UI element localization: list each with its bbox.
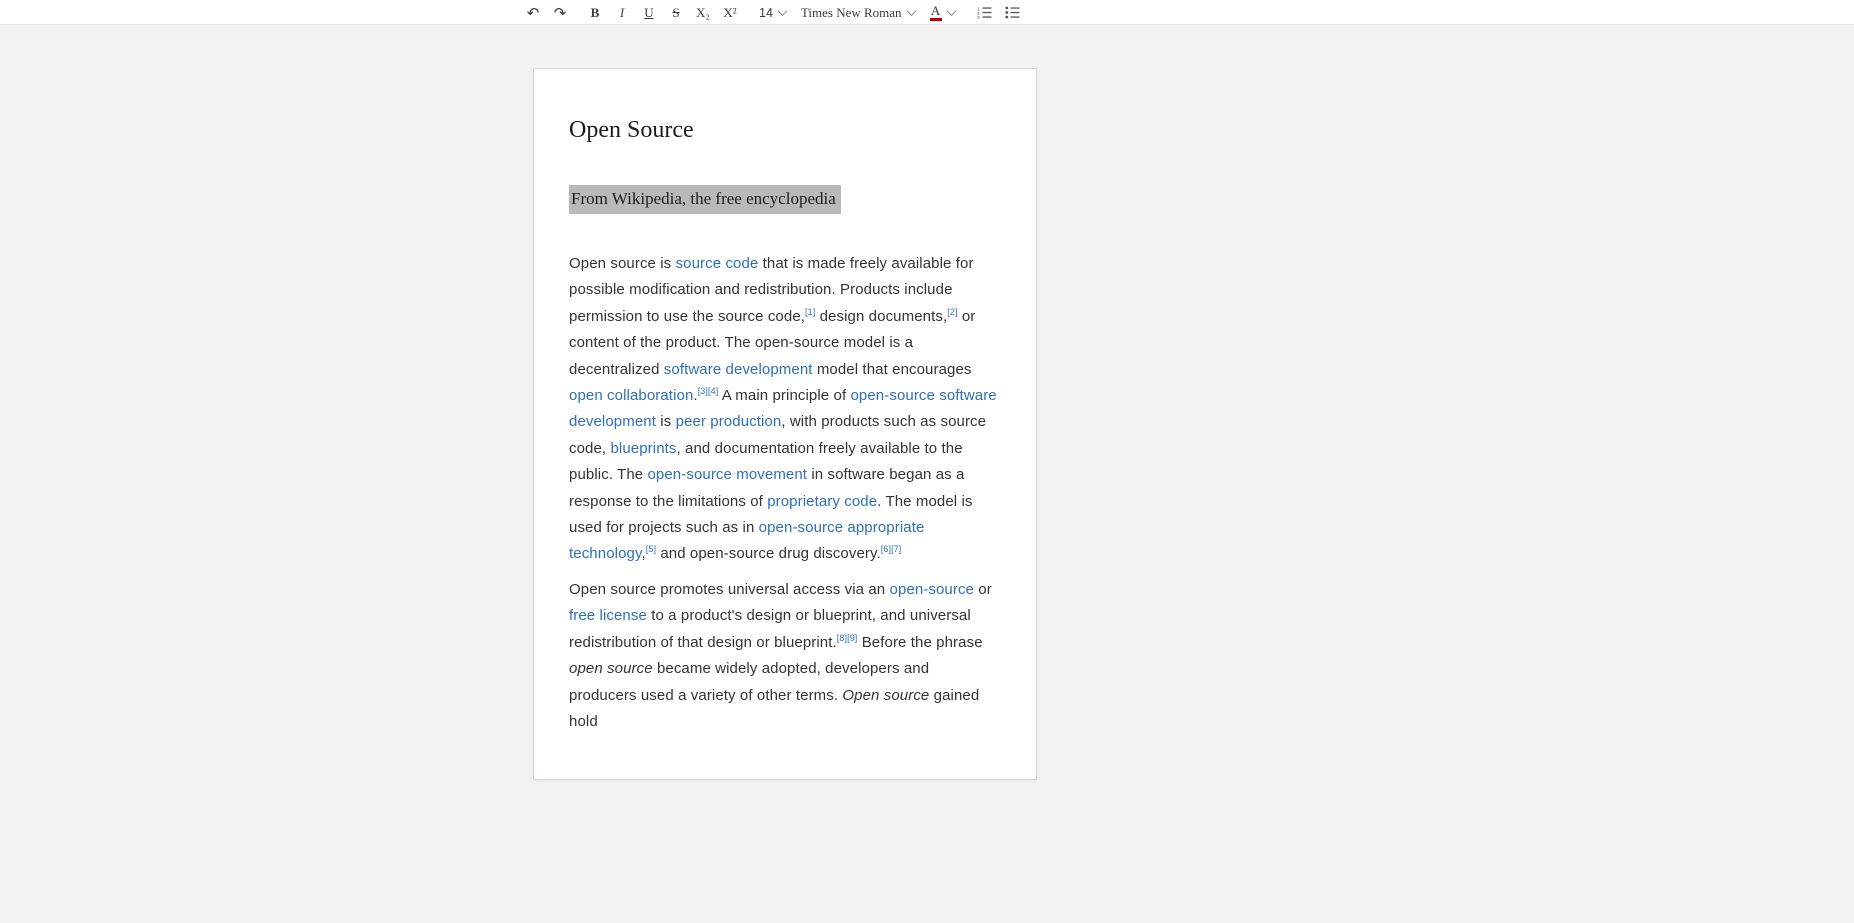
paragraph[interactable] xyxy=(569,251,1001,568)
undo-button[interactable] xyxy=(524,2,542,23)
undo-icon: ↶ xyxy=(526,4,540,22)
text-run: and open-source drug discovery. xyxy=(656,545,881,563)
hyperlink[interactable]: open-source software development xyxy=(569,387,997,431)
chevron-down-icon xyxy=(906,6,916,16)
document-page[interactable] xyxy=(533,68,1037,780)
text-run: , with products such as source code, xyxy=(569,413,987,457)
font-size-value: 14 xyxy=(759,5,773,20)
text-run: Before the phrase xyxy=(857,633,983,651)
chevron-down-icon xyxy=(946,6,956,16)
hyperlink[interactable]: open collaboration xyxy=(569,387,694,405)
text-run: gained hold xyxy=(569,686,980,730)
numbered-list-icon xyxy=(977,6,992,19)
bold-button[interactable]: B xyxy=(586,2,604,23)
redo-button[interactable] xyxy=(551,2,569,23)
text-run: is xyxy=(656,413,676,431)
hyperlink[interactable]: free license xyxy=(569,607,647,625)
hyperlink[interactable]: source code xyxy=(675,255,759,272)
text-run: Open source promotes universal access via an xyxy=(569,580,890,598)
svg-text:3: 3 xyxy=(976,16,980,19)
font-color-icon xyxy=(930,4,942,21)
text-run: to a product's design or blueprint, and universal redistribution of that design or blueprint. xyxy=(569,607,971,651)
document-body xyxy=(569,251,1001,735)
bullet-list-icon xyxy=(1005,6,1020,19)
font-size-select[interactable] xyxy=(756,2,789,23)
hyperlink[interactable]: open-source movement xyxy=(647,466,808,484)
paragraph[interactable] xyxy=(569,577,1001,735)
hyperlink[interactable]: proprietary code xyxy=(767,492,878,510)
underline-button[interactable]: U xyxy=(640,2,658,23)
text-run: . xyxy=(693,387,698,405)
text-run: that is made freely available for possible modification and redistribution. Products include permission to use the source code, xyxy=(569,255,974,325)
hyperlink[interactable]: software development xyxy=(663,360,813,378)
hyperlink[interactable]: blueprints xyxy=(610,439,677,457)
text-run: , xyxy=(641,545,646,563)
formatting-toolbar xyxy=(0,0,1854,25)
text-run: , and documentation freely available to the public. The xyxy=(569,439,963,484)
svg-text:1: 1 xyxy=(976,7,980,13)
reference-superscript[interactable]: [6][7] xyxy=(880,544,902,555)
reference-superscript[interactable]: [2] xyxy=(947,306,958,317)
italic-text: open source xyxy=(569,660,653,678)
text-run: or content of the product. The open-source model is a decentralized xyxy=(569,307,976,378)
svg-text:2: 2 xyxy=(976,11,980,17)
reference-superscript[interactable]: [5] xyxy=(645,544,657,555)
superscript-button[interactable]: X² xyxy=(721,2,739,23)
text-run: or xyxy=(974,580,992,598)
font-color-bar xyxy=(930,18,942,21)
subscript-button[interactable]: X₂ xyxy=(694,2,712,23)
font-color-letter: A xyxy=(930,3,941,18)
reference-superscript[interactable]: [1] xyxy=(805,306,816,317)
redo-icon: ↷ xyxy=(553,4,567,22)
page-content xyxy=(534,69,1036,735)
text-run: in software began as a response to the limitations of xyxy=(569,466,965,510)
chevron-down-icon xyxy=(777,6,787,16)
numbered-list-button[interactable] xyxy=(975,2,994,23)
font-family-value: Times New Roman xyxy=(800,4,902,20)
text-run: . The model is used for projects such as in xyxy=(569,492,973,537)
document-title[interactable]: Open Source xyxy=(569,117,694,143)
subtitle-row xyxy=(569,185,1001,214)
text-run: model that encourages xyxy=(812,360,972,378)
reference-superscript[interactable]: [8][9] xyxy=(836,632,858,643)
text-run: became widely adopted, developers and producers used a variety of other terms. xyxy=(569,660,930,704)
toolbar-button-group xyxy=(524,0,1022,25)
font-family-select[interactable] xyxy=(798,2,918,23)
text-run: design documents, xyxy=(815,307,948,325)
bullet-list-button[interactable] xyxy=(1003,2,1022,23)
italic-text: Open source xyxy=(842,686,930,704)
hyperlink[interactable]: open-source xyxy=(889,580,974,598)
hyperlink[interactable]: open-source appropriate technology xyxy=(569,519,925,563)
reference-superscript[interactable]: [3][4] xyxy=(697,386,719,397)
font-color-select[interactable] xyxy=(927,2,958,23)
text-run: Open source is xyxy=(569,255,676,272)
strikethrough-button[interactable]: S xyxy=(667,2,685,23)
document-canvas xyxy=(0,25,1854,923)
italic-button[interactable]: I xyxy=(613,2,631,23)
hyperlink[interactable]: peer production xyxy=(675,413,782,431)
text-run: A main principle of xyxy=(718,387,851,405)
highlighted-subtitle[interactable]: From Wikipedia, the free encyclopedia xyxy=(569,185,841,214)
